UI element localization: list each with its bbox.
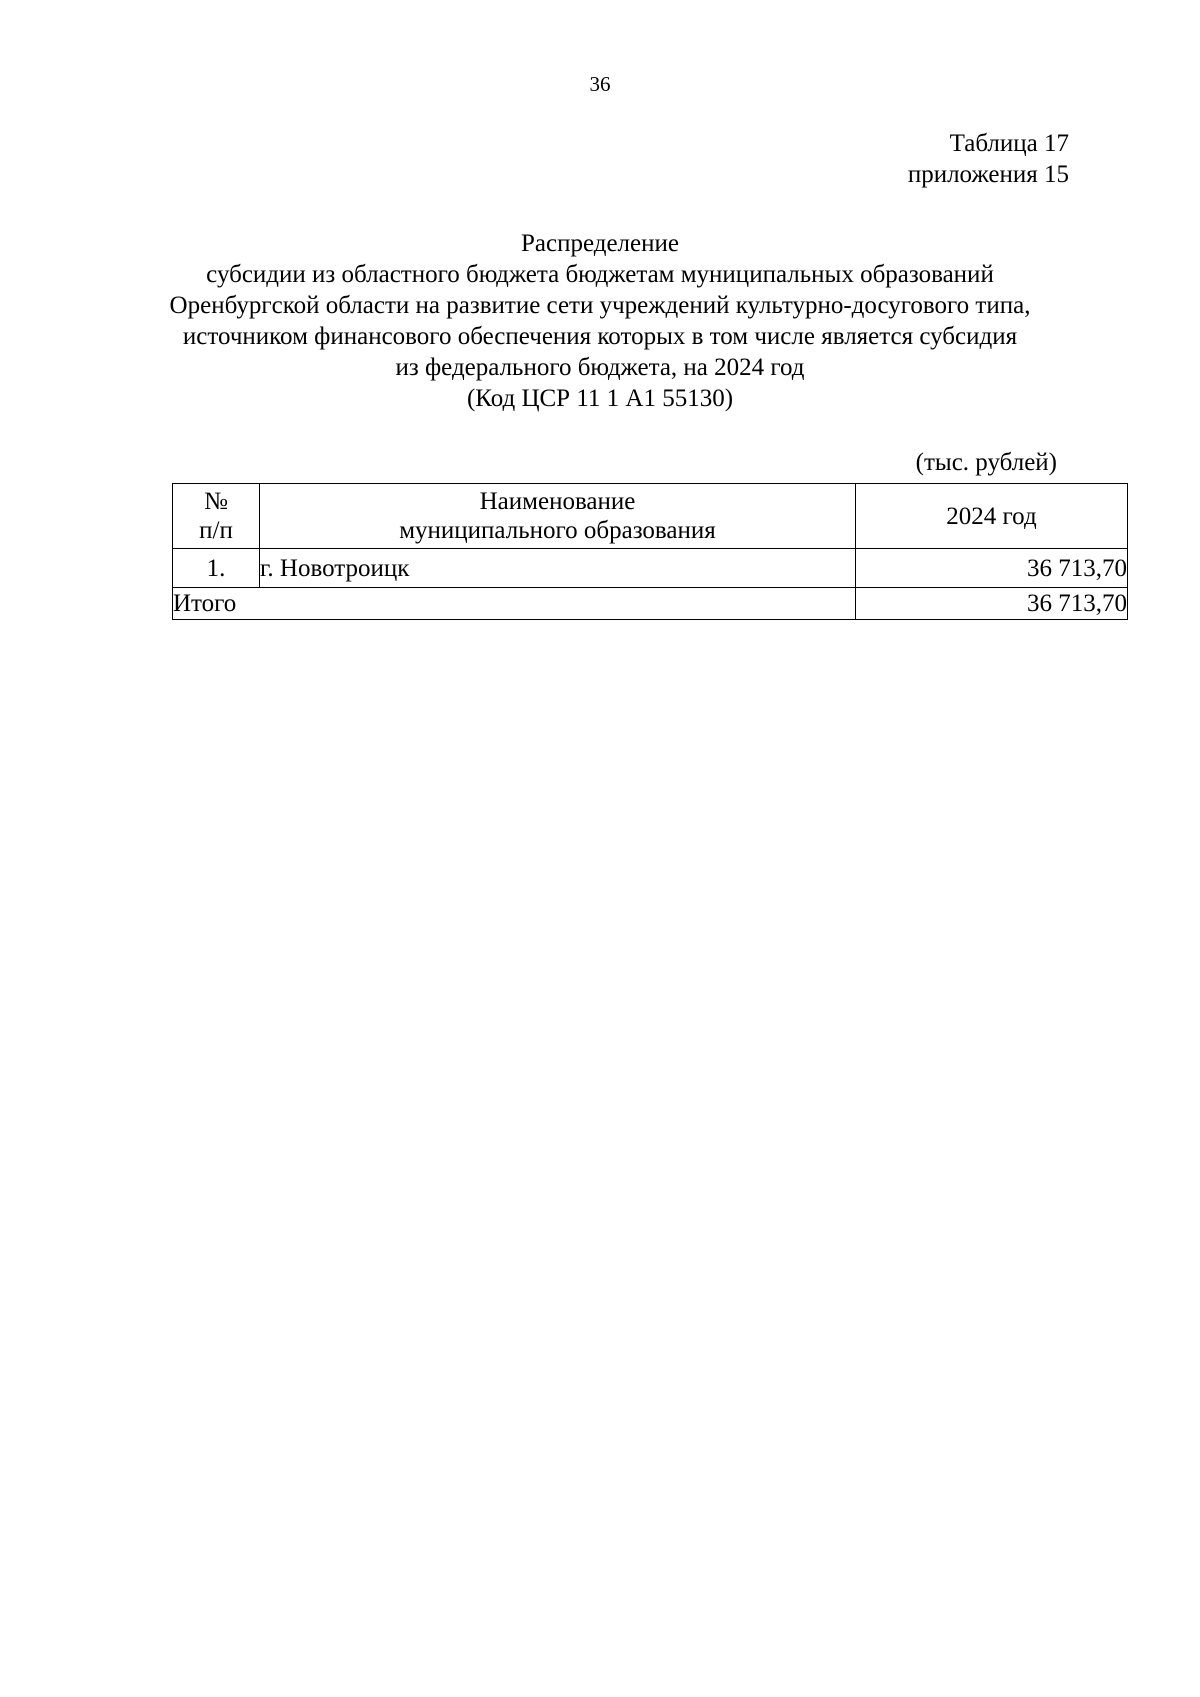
table-row: [173, 549, 1128, 588]
table-header-row: [173, 484, 1128, 549]
document-title: [100, 228, 1100, 414]
header-year: 2024 год: [856, 484, 1128, 549]
header-number: [173, 484, 260, 549]
row-value: 36 713,70: [856, 549, 1128, 588]
table-reference: [908, 128, 1069, 190]
header-number-line-1: №: [204, 488, 228, 515]
table-reference-line-2: приложения 15: [907, 161, 1069, 188]
table-reference-line-1: Таблица 17: [949, 130, 1069, 157]
header-name-line-1: Наименование: [479, 488, 636, 515]
title-line-2: субсидии из областного бюджета бюджетам муниципальных образований: [206, 261, 994, 288]
distribution-table: [172, 483, 1128, 620]
header-name: [260, 484, 856, 549]
total-row: [173, 588, 1128, 620]
page-number: 36: [589, 72, 611, 96]
title-line-6: (Код ЦСР 11 1 А1 55130): [466, 385, 734, 412]
header-name-line-2: муниципального образования: [399, 517, 716, 544]
row-number: 1.: [173, 549, 260, 588]
row-municipality: г. Новотроицк: [260, 549, 856, 588]
title-line-5: из федерального бюджета, на 2024 год: [395, 354, 805, 381]
total-value: 36 713,70: [856, 588, 1128, 620]
title-line-1: Распределение: [521, 230, 679, 257]
header-number-line-2: п/п: [199, 517, 233, 544]
total-label: Итого: [173, 588, 856, 620]
units-label: (тыс. рублей): [915, 449, 1057, 476]
title-line-3: Оренбургской области на развитие сети учреждений культурно-досугового типа,: [169, 292, 1031, 319]
title-line-4: источником финансового обеспечения которых в том числе является субсидия: [182, 323, 1018, 350]
